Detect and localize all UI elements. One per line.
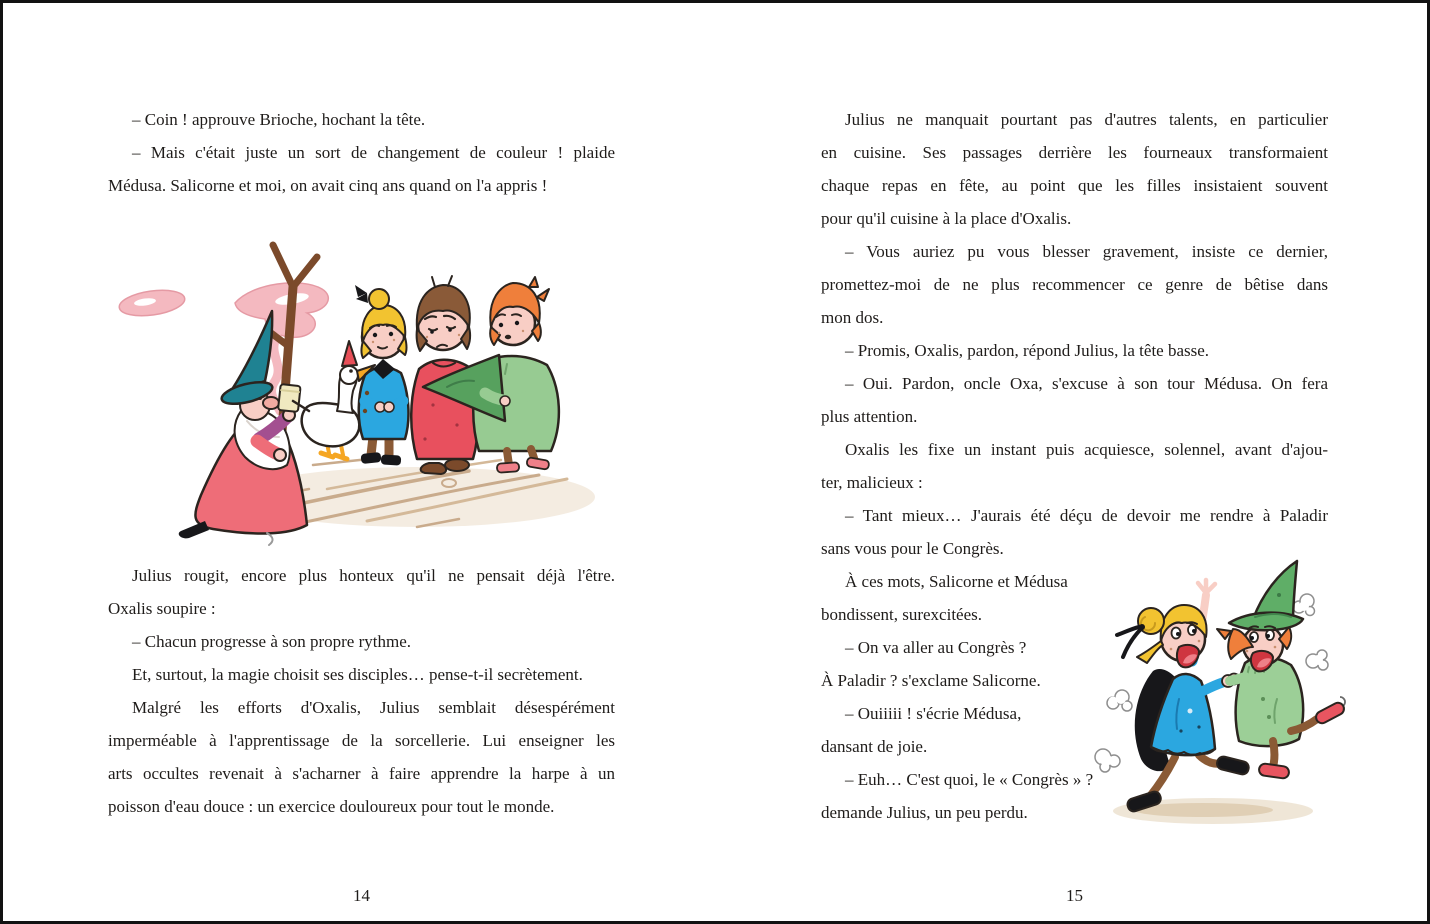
left-page-bottom-paragraphs — [108, 559, 615, 823]
text-line: – Oui. Pardon, oncle Oxa, s'excuse à son tour Médusa. On fera — [845, 374, 1328, 393]
potion-cup — [278, 384, 301, 412]
text-line: promettez-moi de ne plus recommencer ce genre de bêtise dans — [821, 275, 1328, 294]
salicorne-bow-ribbons — [1117, 627, 1141, 657]
text-line: Oxalis soupire : — [108, 599, 216, 618]
illustration-right-svg — [1091, 549, 1363, 847]
illustration-dancing-girls — [1091, 549, 1363, 847]
right-page-top-paragraphs — [821, 103, 1328, 565]
wizard-boot — [179, 521, 209, 538]
text-line: À ces mots, Salicorne et Médusa — [845, 572, 1068, 591]
text-line: ter, malicieux : — [821, 473, 923, 492]
text-line: À Paladir ? s'exclame Salicorne. — [821, 671, 1041, 690]
text-line: poisson d'eau douce : un exercice douloureux pour tout le monde. — [108, 797, 555, 816]
goose-head — [340, 366, 358, 384]
text-line: sans vous pour le Congrès. — [821, 539, 1004, 558]
text-line: – Coin ! approuve Brioche, hochant la tête. — [132, 110, 426, 129]
page-number-left: 14 — [353, 886, 370, 905]
text-line: chaque repas en fête, au point que les filles insistaient souvent — [821, 176, 1328, 195]
text-line: – Promis, Oxalis, pardon, répond Julius, la tête basse. — [845, 341, 1210, 360]
page-number-right: 15 — [1066, 886, 1083, 905]
illustration-left-svg — [117, 225, 597, 547]
text-line: – Tant mieux… J'aurais été déçu de devoir me rendre à Paladir — [845, 506, 1328, 525]
text-line: Julius rougit, encore plus honteux qu'il ne pensait déjà l'être. — [132, 566, 615, 585]
text-line: en cuisine. Ses passages derrière les fourneaux transformaient — [821, 143, 1328, 162]
dancer-medusa — [1217, 561, 1346, 779]
text-line: – Ouiiiii ! s'écrie Médusa, — [845, 704, 1022, 723]
salicorne-bow — [355, 285, 368, 303]
text-line: arts occultes revenait à s'acharner à faire apprendre la harpe à un — [108, 764, 615, 783]
salicorne-bun — [369, 289, 389, 309]
text-line: Médusa. Salicorne et moi, on avait cinq ans quand on l'a appris ! — [108, 176, 548, 195]
text-line: pour qu'il cuisine à la place d'Oxalis. — [821, 209, 1072, 228]
illustration-wizard-goose-children — [117, 225, 597, 547]
text-line: – Mais c'était juste un sort de changement de couleur ! plaide — [132, 143, 615, 162]
text-line: Julius ne manquait pourtant pas d'autres talents, en particulier — [845, 110, 1328, 129]
text-line: – Vous auriez pu vous blesser gravement, insiste ce dernier, — [845, 242, 1328, 261]
text-line: Oxalis les fixe un instant puis acquiesce, solennel, avant d'ajou- — [845, 440, 1328, 459]
text-line: mon dos. — [821, 308, 884, 327]
wizard-nose — [263, 397, 279, 409]
text-line: – On va aller au Congrès ? — [845, 638, 1027, 657]
text-line: – Euh… C'est quoi, le « Congrès » ? — [845, 770, 1094, 789]
text-line: bondissent, surexcitées. — [821, 605, 982, 624]
text-line: plus attention. — [821, 407, 918, 426]
dancer-salicorne — [1117, 580, 1250, 813]
goose-party-hat — [342, 341, 357, 366]
text-line: – Chacun progresse à son propre rythme. — [132, 632, 412, 651]
text-line: imperméable à l'apprentissage de la sorcellerie. Lui enseigner les — [108, 731, 615, 750]
text-line: Malgré les efforts d'Oxalis, Julius semblait désespérément — [132, 698, 615, 717]
right-page-wrapped-paragraphs — [821, 565, 1121, 829]
text-line: dansant de joie. — [821, 737, 928, 756]
left-page-top-paragraphs — [108, 103, 615, 202]
text-line: demande Julius, un peu perdu. — [821, 803, 1028, 822]
wizard-oxalis — [179, 245, 317, 545]
text-line: Et, surtout, la magie choisit ses disciples… pense-t-il secrètement. — [132, 665, 583, 684]
